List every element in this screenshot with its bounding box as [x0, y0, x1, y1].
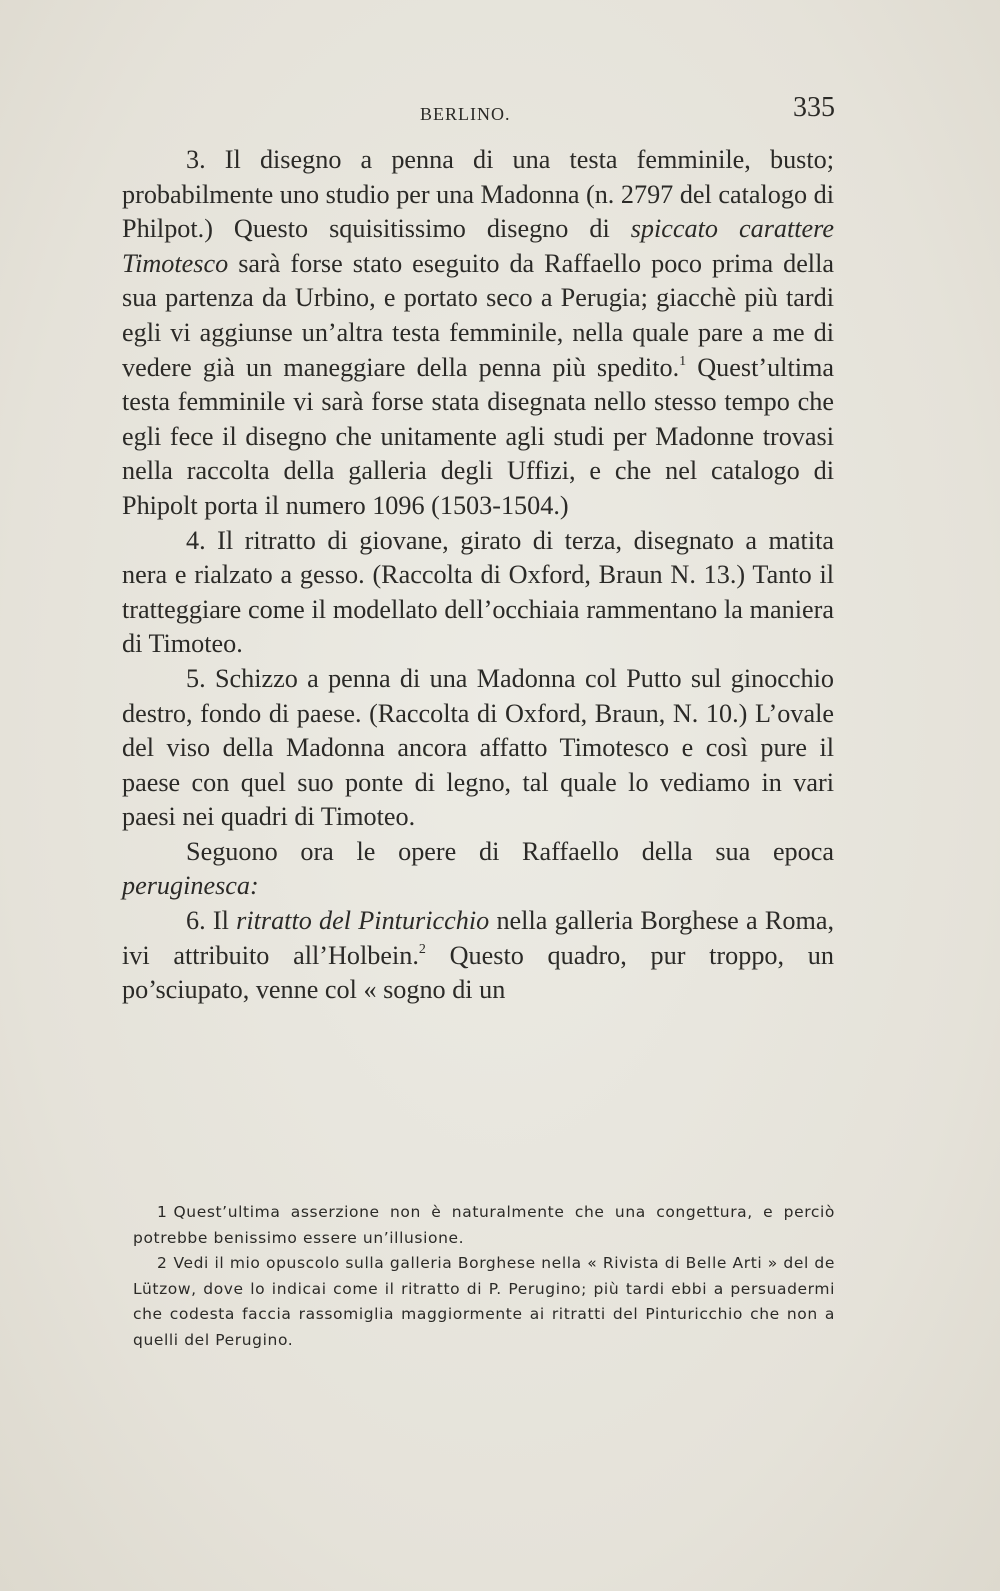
running-head: BERLINO. — [420, 104, 511, 124]
paragraph-5 — [122, 904, 834, 1008]
footnote-ref: 2 — [418, 941, 426, 957]
paragraph-4 — [122, 835, 834, 904]
paragraph-1 — [122, 143, 834, 524]
page-header — [120, 92, 835, 132]
footnote-text: Vedi il mio opuscolo sulla galleria Borghese nella « Rivista di Belle Arti » del de Lützow, dove lo indicai come il ritratto di P. Perugino; più tardi ebbi a persuadermi che codesta faccia rassomiglia maggiormente ai ritratti del Pinturicchio che non a quelli del Perugino. — [133, 1254, 835, 1349]
body-text — [122, 143, 834, 1008]
italic-text: spiccato carattere Timotesco — [122, 214, 834, 278]
paragraph-3 — [122, 662, 834, 835]
footnote-ref: 1 — [679, 353, 687, 369]
footnote-mark: 2 — [157, 1254, 168, 1272]
footnote-text: Quest’ultima asserzione non è naturalmente che una congettura, e perciò potrebbe benissimo essere un’illusione. — [133, 1203, 835, 1247]
footnote-mark: 1 — [157, 1203, 168, 1221]
text-segment: 4. Il ritratto di giovane, girato di terza, disegnato a matita nera e rialzato a gesso. (Raccolta di Oxford, Braun N. 13.) Tanto il tratteggiare come il modellato dell’occhiaia rammentano la maniera di Timoteo. — [122, 525, 834, 659]
text-segment: Quest’ultima testa femminile vi sarà forse stata disegnata nello stesso tempo che egli fece il disegno che unitamente agli studi per Madonne trovasi nella raccolta della galleria degli Uffizi, e che nel catalogo di Phipolt porta il numero 1096 (1503-1504.) — [122, 352, 834, 520]
paragraph-2 — [122, 524, 834, 662]
page-number: 335 — [793, 92, 835, 123]
footnotes — [133, 1200, 835, 1353]
text-segment: sarà forse stato eseguito da Raffaello poco prima della sua partenza da Urbino, e portato seco a Perugia; giacchè più tardi egli vi aggiunse un’altra testa femminile, nella quale pare a me di vedere già un maneggiare della penna più spedito. — [122, 248, 834, 382]
text-segment: nella galleria Borghese a Roma, ivi attribuito all’Holbein. — [122, 906, 835, 970]
footnote-2 — [133, 1251, 835, 1353]
text-segment: Seguono ora le opere di Raffaello della sua epoca — [186, 836, 834, 866]
text-segment: 3. Il disegno a penna di una testa femminile, busto; probabilmente uno studio per una Madonna (n. 2797 del catalogo di Philpot.) Questo squisitissimo disegno di — [122, 145, 834, 244]
italic-text: ritratto del Pinturicchio — [236, 906, 490, 936]
text-segment: 5. Schizzo a penna di una Madonna col Putto sul ginocchio destro, fondo di paese. (Raccolta di Oxford, Braun, N. 10.) L’ovale del viso della Madonna ancora affatto Timotesco e così pure il paese con quel suo ponte di legno, tal quale lo vediamo in vari paesi nei quadri di Timoteo. — [122, 663, 834, 832]
italic-text: peruginesca: — [122, 871, 259, 901]
text-segment: Questo quadro, pur troppo, un po’sciupato, venne col « sogno di un — [122, 940, 834, 1005]
text-segment: 6. Il — [186, 906, 237, 936]
footnote-1 — [133, 1200, 835, 1251]
